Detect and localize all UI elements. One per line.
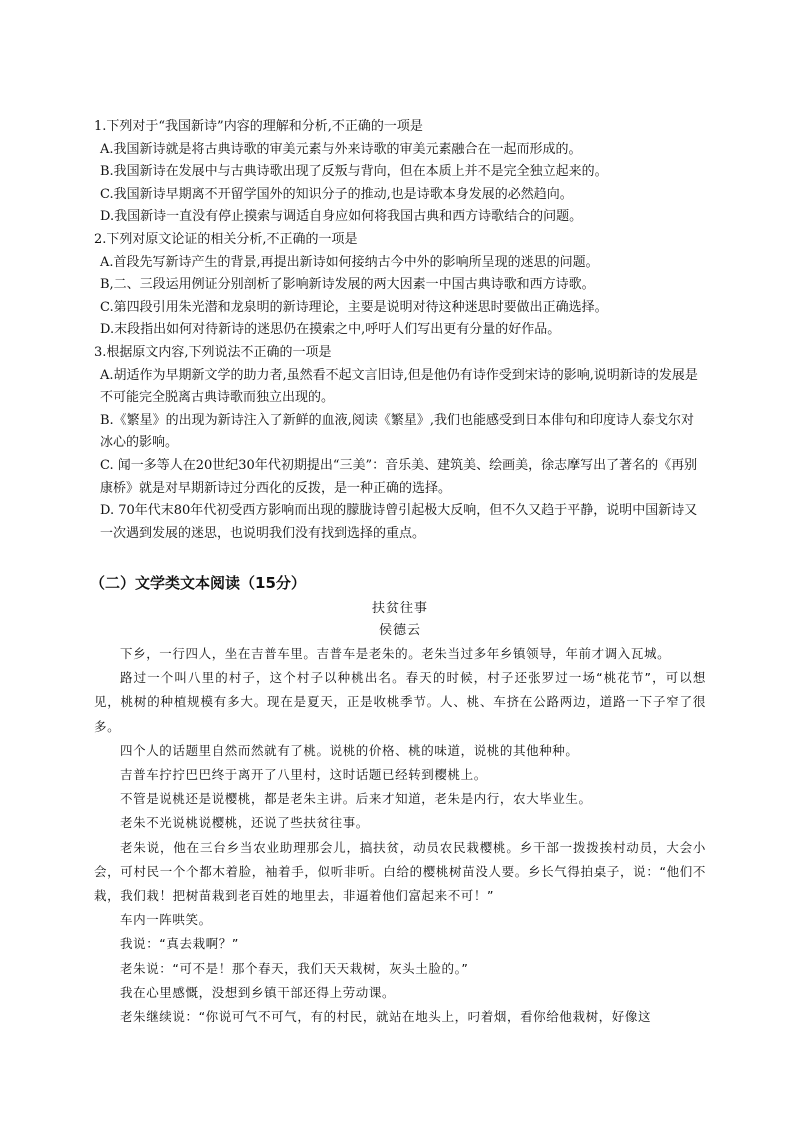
story-title: 扶贫往事 xyxy=(371,601,428,616)
question-3-option-a: A.胡适作为早期新文学的助力者,虽然看不起文言旧诗,但是他仍有诗作受到宋诗的影响,说明新诗的发展是不可能完全脱离古典诗歌而独立出现的。 xyxy=(100,367,698,406)
story-paragraph: 不管是说桃还是说樱桃，都是老朱主讲。后来才知道，老朱是内行，农大毕业生。 xyxy=(120,791,592,807)
question-1-option-b: B.我国新诗在发展中与古典诗歌出现了反叛与背向，但在本质上并不是完全独立起来的。 xyxy=(100,164,608,180)
question-1-option-d: D.我国新诗一直没有停止摸索与调适自身应如何将我国古典和西方诗歌结合的问题。 xyxy=(100,209,583,225)
question-2-option-b: B,二、三段运用例证分别剖析了影响新诗发展的两大因素一中国古典诗歌和西方诗歌。 xyxy=(100,277,595,293)
story-paragraph: 四个人的话题里自然而然就有了桃。说桃的价格、桃的味道，说桃的其他种种。 xyxy=(120,742,579,758)
section-heading: （二）文学类文本阅读（15分） xyxy=(90,574,306,592)
question-2-option-c: C.第四段引用朱光潜和龙泉明的新诗理论，主要是说明对待这种迷思时要做出正确选择。 xyxy=(100,299,608,315)
story-paragraph: 老朱不光说桃说樱桃，还说了些扶贫往事。 xyxy=(120,815,369,831)
story-paragraph: 我在心里感慨，没想到乡镇干部还得上劳动课。 xyxy=(120,984,396,1000)
question-2 xyxy=(94,229,714,342)
question-1-option-a: A.我国新诗就是将古典诗歌的审美元素与外来诗歌的审美元素融合在一起而形成的。 xyxy=(100,141,582,157)
story-paragraph: 车内一阵哄笑。 xyxy=(120,912,212,928)
story-paragraph: 我说：“真去栽啊？” xyxy=(120,936,239,952)
story-author: 侯德云 xyxy=(378,623,421,638)
question-1-option-c: C.我国新诗早期离不开留学国外的知识分子的推动,也是诗歌本身发展的必然趋向。 xyxy=(100,186,573,202)
story-paragraph: 老朱说：“可不是！那个春天，我们天天栽树，灰头土脸的。” xyxy=(120,960,469,976)
question-3-option-b: B.《繁星》的出现为新诗注入了新鲜的血液,阅读《繁星》,我们也能感受到日本俳句和印度诗人泰戈尔对冰心的影响。 xyxy=(100,412,694,451)
story-paragraph: 路过一个叫八里的村子，这个村子以种桃出名。春天的时候，村子还张罗过一场“桃花节”，可以想见，桃树的种植规模有多大。现在是夏天，正是收桃季节。人、桃、车挤在公路两边，道路一下子窄了很多。 xyxy=(94,670,706,734)
question-3-stem: 3.根据原文内容,下列说法不正确的一项是 xyxy=(94,345,332,360)
story-text xyxy=(94,598,706,1029)
story-paragraph: 吉普车拧拧巴巴终于离开了八里村，这时话题已经转到樱桃上。 xyxy=(120,767,487,783)
question-2-option-d: D.末段指出如何对待新诗的迷思仍在摸索之中,呼吁人们写出更有分量的好作品。 xyxy=(100,322,561,338)
question-3-option-c: C. 闻一多等人在20世纪30年代初期提出“三美”：音乐美、建筑美、绘画美，徐志摩写出了著名的《再别康桥》就是对早期新诗过分西化的反拨，是一种正确的选择。 xyxy=(100,457,698,496)
story-paragraph: 老朱说，他在三台乡当农业助理那会儿，搞扶贫，动员农民栽樱桃。乡干部一拨拨挨村动员，大会小会，可村民一个个都木着脸，袖着手，似听非听。白给的樱桃树苗没人要。乡长气得拍桌子，说：“他们不栽，我们栽！把树苗栽到老百姓的地里去，非逼着他们富起来不可！” xyxy=(94,839,706,904)
question-1-stem: 1.下列对于“我国新诗”内容的理解和分析,不正确的一项是 xyxy=(94,119,423,134)
question-3 xyxy=(94,342,706,545)
story-paragraph: 下乡，一行四人，坐在吉普车里。吉普车是老朱的。老朱当过多年乡镇领导，年前才调入瓦城。 xyxy=(120,646,671,661)
question-3-option-d: D. 70年代末80年代初受西方影响而出现的朦胧诗曾引起极大反响，但不久又趋于平静，说明中国新诗又一次遇到发展的迷思，也说明我们没有找到选择的重点。 xyxy=(100,503,698,541)
question-2-stem: 2.下列对原文论证的相关分析,不正确的一项是 xyxy=(94,232,358,247)
story-paragraph: 老朱继续说：“你说可气不可气，有的村民，就站在地头上，叼着烟，看你给他栽树，好像这 xyxy=(120,1009,652,1025)
question-1 xyxy=(94,116,714,229)
question-2-option-a: A.首段先写新诗产生的背景,再提出新诗如何接纳古今中外的影响所呈现的迷思的问题。 xyxy=(100,254,599,270)
